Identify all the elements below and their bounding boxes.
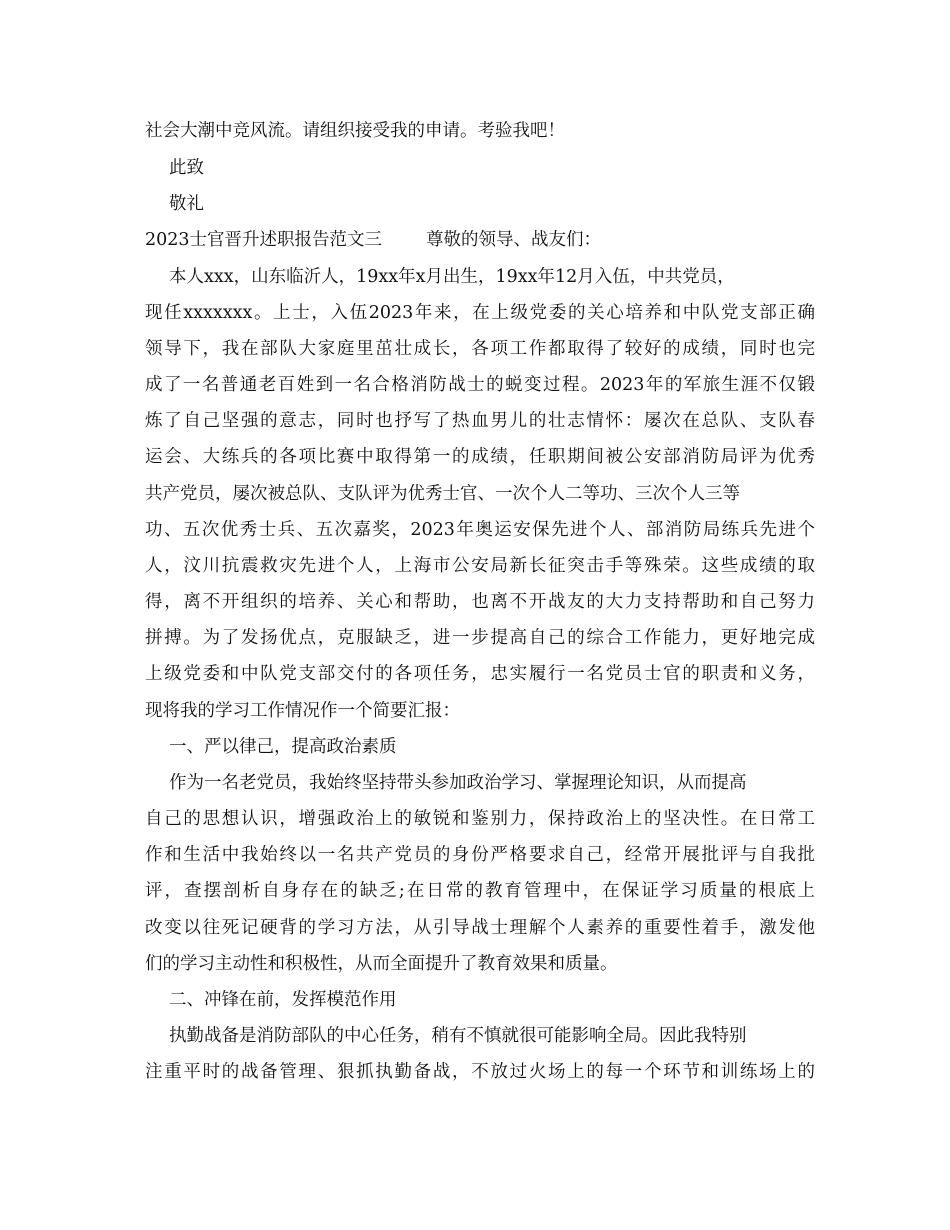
line-text: 二、冲锋在前，发挥模范作用 (169, 990, 397, 1010)
text-line (169, 1023, 839, 1049)
line-text: 本人xxx，山东临沂人，19xx年x月出生，19xx年12月入伍，中共党员， (169, 267, 735, 287)
line-text: 一、严以律己，提高政治素质 (169, 737, 397, 757)
text-line (145, 589, 815, 615)
line-text: 炼了自己坚强的意志，同时也抒写了热血男儿的壮志情怀：屡次在总队、支队春 (145, 411, 815, 431)
text-line (145, 372, 815, 398)
line-text: 作和生活中我始终以一名共产党员的身份严格要求自己，经常开展批评与自我批 (145, 845, 815, 865)
line-text: 成了一名普通老百姓到一名合格消防战士的蜕变过程。2023年的军旅生涯不仅锻 (145, 375, 815, 395)
line-text: 运会、大练兵的各项比赛中取得第一的成绩，任职期间被公安部消防局评为优秀 (145, 447, 815, 467)
line-text: 们的学习主动性和积极性，从而全面提升了教育效果和质量。 (145, 954, 618, 974)
text-line (145, 1059, 815, 1085)
text-line (145, 408, 815, 434)
text-line (145, 481, 815, 507)
text-line (145, 517, 815, 543)
text-line (145, 878, 815, 904)
line-text: 评，查摆剖析自身存在的缺乏;在日常的教育管理中，在保证学习质量的根底上 (145, 881, 815, 901)
text-line (145, 661, 815, 687)
text-line (169, 987, 839, 1013)
text-line (145, 118, 815, 144)
text-line (145, 625, 815, 651)
line-text: 此致 (169, 158, 204, 178)
line-text: 拼搏。为了发扬优点，克服缺乏，进一步提高自己的综合工作能力，更好地完成 (145, 628, 815, 648)
text-line (145, 915, 815, 941)
text-line (169, 191, 839, 217)
text-line (169, 770, 839, 796)
line-text: 执勤战备是消防部队的中心任务，稍有不慎就很可能影响全局。因此我特别 (169, 1026, 747, 1046)
line-text: 改变以往死记硬背的学习方法，从引导战士理解个人素养的重要性着手，激发他 (145, 918, 815, 938)
line-text: 功、五次优秀士兵、五次嘉奖，2023年奥运安保先进个人、部消防局练兵先进个 (145, 520, 815, 540)
line-text: 上级党委和中队党支部交付的各项任务，忠实履行一名党员士官的职责和义务， (145, 664, 815, 684)
line-text: 社会大潮中竞风流。请组织接受我的申请。考验我吧！ (145, 121, 565, 141)
text-line (145, 300, 815, 326)
text-line (169, 155, 839, 181)
text-line (145, 227, 815, 253)
line-text: 作为一名老党员，我始终坚持带头参加政治学习、掌握理论知识，从而提高 (169, 773, 747, 793)
text-line (145, 698, 815, 724)
line-tail-text: 尊敬的领导、战友们： (426, 230, 602, 250)
line-text: 2023士官晋升述职报告范文三 (145, 230, 383, 250)
text-line (145, 806, 815, 832)
text-line (145, 842, 815, 868)
text-line (145, 444, 815, 470)
line-text: 共产党员，屡次被总队、支队评为优秀士官、一次个人二等功、三次个人三等 (145, 484, 740, 504)
text-line (169, 734, 839, 760)
line-text: 注重平时的战备管理、狠抓执勤备战，不放过火场上的每一个环节和训练场上的 (145, 1062, 815, 1082)
line-text: 现将我的学习工作情况作一个简要汇报： (145, 701, 460, 721)
text-line (169, 264, 839, 290)
line-text: 领导下，我在部队大家庭里茁壮成长，各项工作都取得了较好的成绩，同时也完 (145, 339, 815, 359)
line-text: 得，离不开组织的培养、关心和帮助，也离不开战友的大力支持帮助和自己努力 (145, 592, 815, 612)
line-text: 现任xxxxxxx。上士，入伍2023年来，在上级党委的关心培养和中队党支部正确 (145, 303, 815, 323)
line-text: 敬礼 (169, 194, 204, 214)
text-line (145, 951, 815, 977)
line-text: 人，汶川抗震救灾先进个人，上海市公安局新长征突击手等殊荣。这些成绩的取 (145, 556, 815, 576)
text-line (145, 336, 815, 362)
text-line (145, 553, 815, 579)
line-text: 自己的思想认识，增强政治上的敏锐和鉴别力，保持政治上的坚决性。在日常工 (145, 809, 815, 829)
